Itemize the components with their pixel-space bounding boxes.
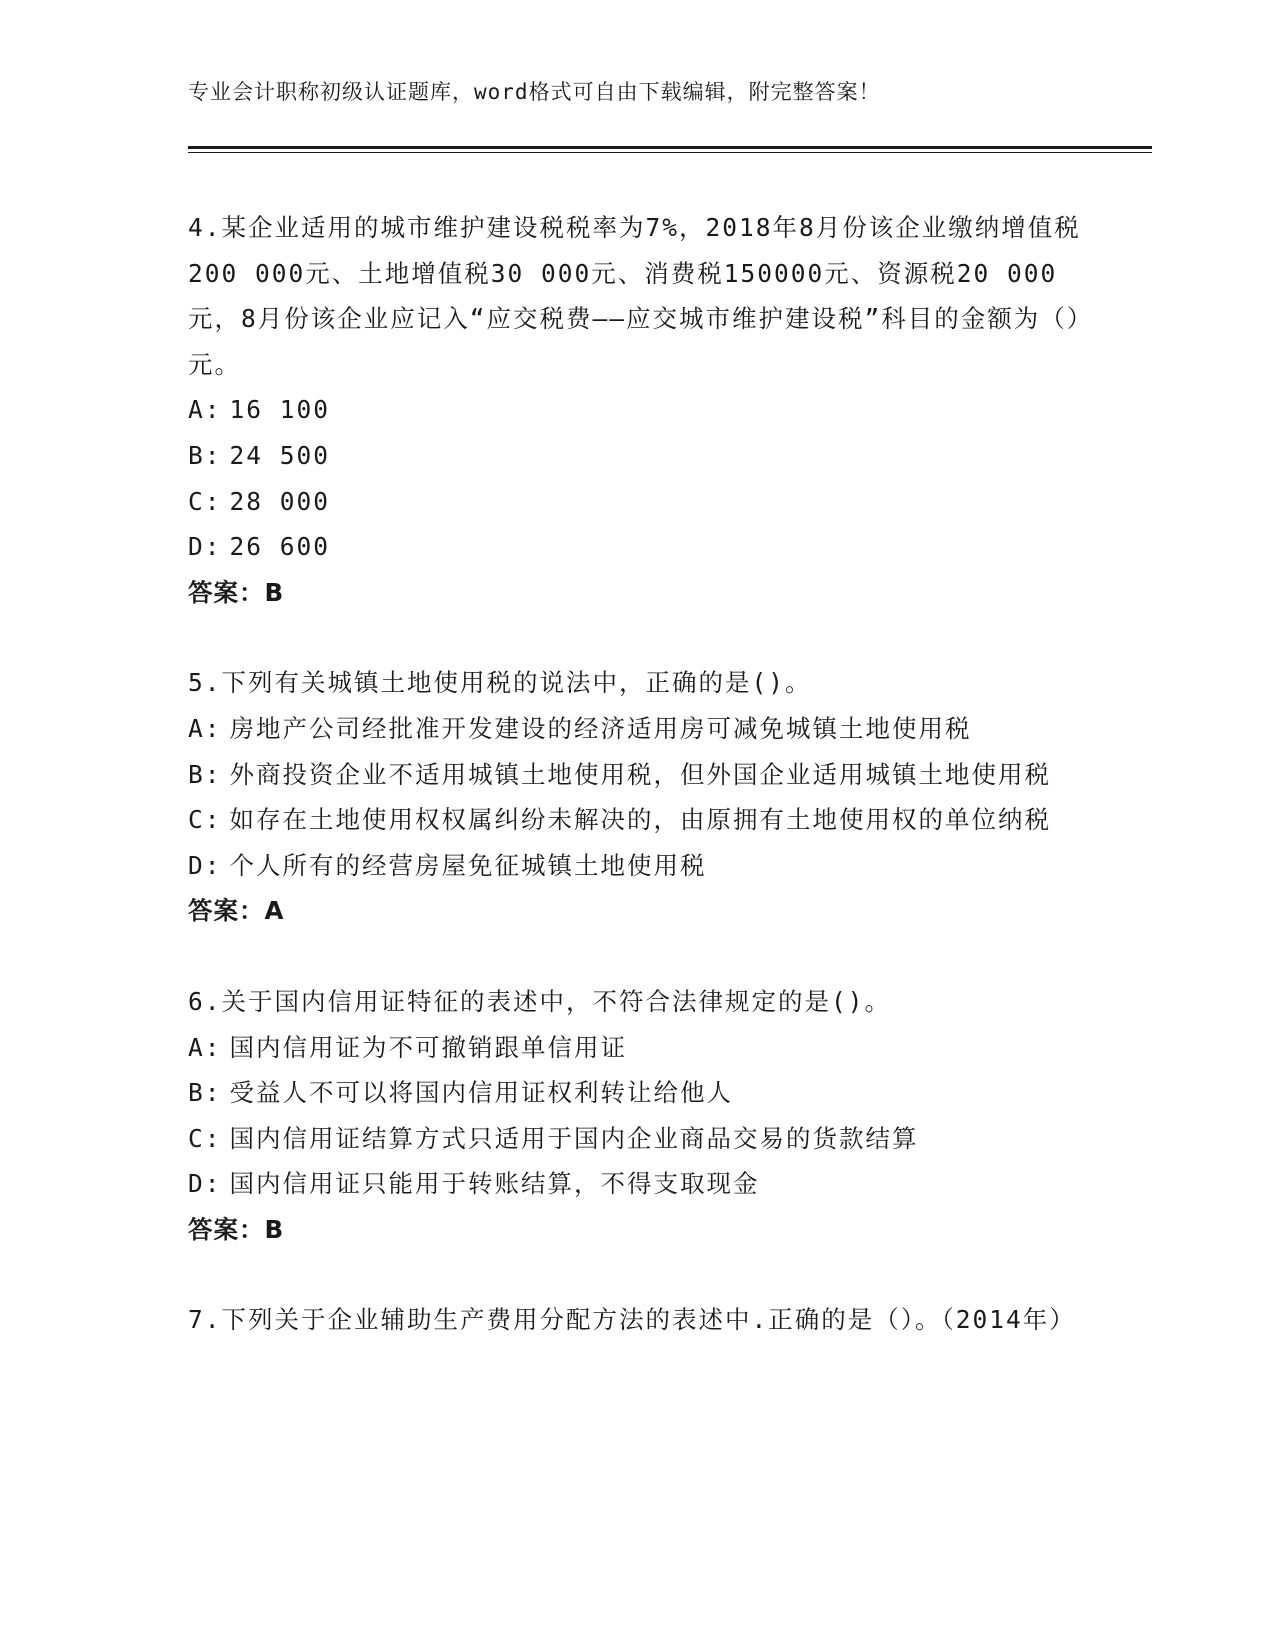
option-letter: A: bbox=[188, 395, 222, 425]
option-text: 24 500 bbox=[229, 440, 331, 470]
header-rule-thin bbox=[188, 152, 1152, 153]
option-letter: D: bbox=[188, 850, 222, 880]
answer-value: B bbox=[264, 577, 285, 607]
answer-line bbox=[188, 1207, 1088, 1253]
question-stem: 7.下列关于企业辅助生产费用分配方法的表述中.正确的是（）。（2014年） bbox=[188, 1305, 1076, 1335]
option-text: 16 100 bbox=[229, 395, 331, 425]
option-letter: D: bbox=[188, 532, 222, 562]
option-letter: B: bbox=[188, 440, 222, 470]
option-text: 外商投资企业不适用城镇土地使用税，但外国企业适用城镇土地使用税 bbox=[229, 759, 1052, 789]
answer-line bbox=[188, 888, 1088, 934]
question-5 bbox=[188, 660, 1088, 934]
question-list bbox=[188, 205, 1088, 1388]
option-b bbox=[188, 752, 1088, 798]
option-a bbox=[188, 1025, 1088, 1071]
option-letter: C: bbox=[188, 1123, 222, 1153]
option-text: 受益人不可以将国内信用证权利转让给他人 bbox=[229, 1078, 734, 1108]
answer-value: A bbox=[264, 896, 285, 926]
question-6 bbox=[188, 979, 1088, 1253]
option-letter: A: bbox=[188, 1032, 222, 1062]
answer-label: 答案： bbox=[188, 1214, 265, 1244]
option-a bbox=[188, 706, 1088, 752]
header-rule-thick bbox=[188, 146, 1152, 149]
answer-label: 答案： bbox=[188, 896, 265, 926]
option-text: 26 600 bbox=[229, 532, 331, 562]
option-text: 国内信用证为不可撤销跟单信用证 bbox=[229, 1032, 628, 1062]
option-letter: B: bbox=[188, 1078, 222, 1108]
option-b bbox=[188, 433, 1088, 479]
option-letter: D: bbox=[188, 1169, 222, 1199]
option-letter: A: bbox=[188, 713, 222, 743]
question-7 bbox=[188, 1297, 1088, 1343]
option-text: 国内信用证只能用于转账结算，不得支取现金 bbox=[229, 1169, 760, 1199]
question-stem: 4.某企业适用的城市维护建设税税率为7%，2018年8月份该企业缴纳增值税200 000元、土地增值税30 000元、消费税150000元、资源税20 000元，8月份该企业应记入“应交税费——应交城市维护建设税”科目的金额为（）元。 bbox=[188, 213, 1081, 379]
option-c bbox=[188, 1116, 1088, 1162]
question-stem: 5.下列有关城镇土地使用税的说法中，正确的是()。 bbox=[188, 668, 812, 698]
option-letter: C: bbox=[188, 805, 222, 835]
option-text: 如存在土地使用权权属纠纷未解决的，由原拥有土地使用权的单位纳税 bbox=[229, 805, 1052, 835]
question-4 bbox=[188, 205, 1088, 615]
option-text: 房地产公司经批准开发建设的经济适用房可减免城镇土地使用税 bbox=[229, 713, 972, 743]
page-header: 专业会计职称初级认证题库，word格式可自由下载编辑，附完整答案！ bbox=[188, 80, 881, 104]
option-letter: C: bbox=[188, 486, 222, 516]
option-letter: B: bbox=[188, 759, 222, 789]
option-c bbox=[188, 797, 1088, 843]
question-stem: 6.关于国内信用证特征的表述中，不符合法律规定的是()。 bbox=[188, 986, 891, 1016]
option-d bbox=[188, 524, 1088, 570]
option-b bbox=[188, 1070, 1088, 1116]
option-a bbox=[188, 387, 1088, 433]
option-text: 国内信用证结算方式只适用于国内企业商品交易的货款结算 bbox=[229, 1123, 919, 1153]
answer-label: 答案： bbox=[188, 577, 265, 607]
option-text: 28 000 bbox=[229, 486, 331, 516]
answer-line bbox=[188, 570, 1088, 616]
option-text: 个人所有的经营房屋免征城镇土地使用税 bbox=[229, 850, 707, 880]
answer-value: B bbox=[264, 1214, 285, 1244]
option-d bbox=[188, 843, 1088, 889]
option-d bbox=[188, 1161, 1088, 1207]
option-c bbox=[188, 479, 1088, 525]
